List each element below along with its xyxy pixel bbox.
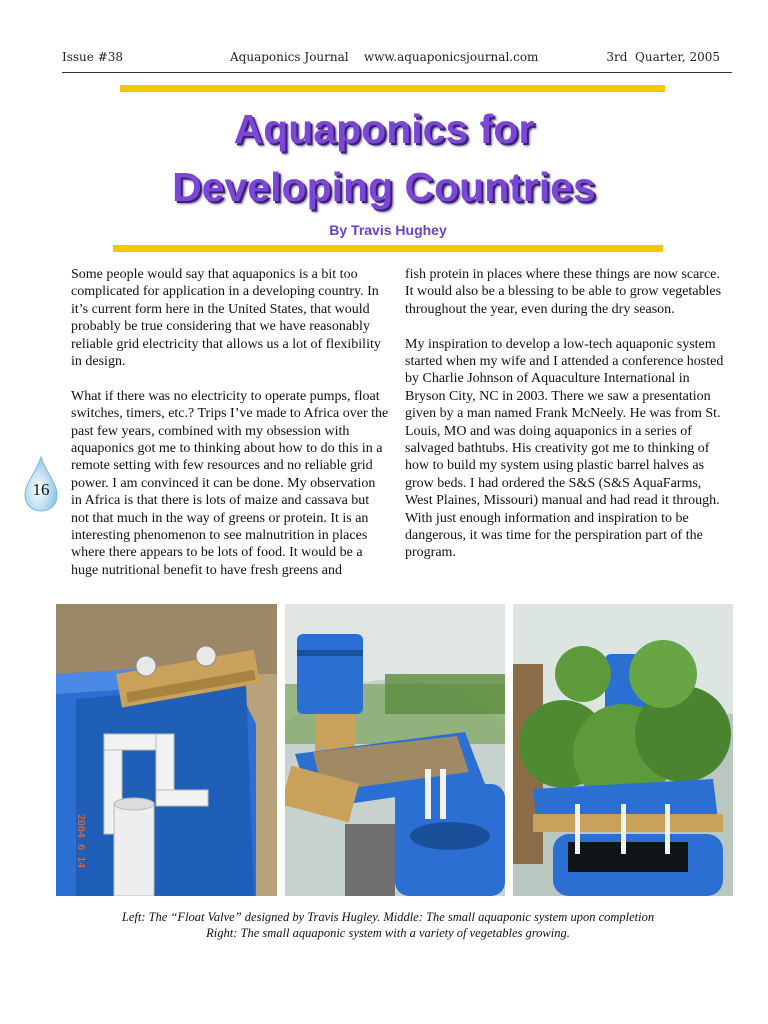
paragraph: fish protein in places where these things are now scarce. It would also be a blessing to be able to grow vegetables throughout the year, even during the dry season.	[405, 267, 722, 317]
paragraph: Some people would say that aquaponics is a bit too complicated for application in a developing country. In it’s current form here in the United States, that would probably be true considering that we have reasonably reliable grid electricity that allows us a lot of flexibility in design.	[71, 267, 381, 370]
figure-caption	[0, 909, 768, 941]
author-byline: By Travis Hughey	[329, 222, 447, 238]
column-left	[71, 266, 389, 597]
photo-completed-system	[285, 604, 505, 896]
running-header	[62, 50, 732, 73]
title-line-2: Developing Countries	[172, 164, 596, 210]
issue-number: Issue #38	[62, 50, 124, 64]
paragraph: What if there was no electricity to operate pumps, float switches, timers, etc.? Trips I’ve made to Africa over the past few years, combined with my obsession with aquaponics got me to thinking about how to do this in a remote setting with few resources and no reliable grid power. I am convinced it can be done. My observation in Africa is that there is lots of maize and cassava but not that much in the way of greens or protein. It is an interesting phenomenon to see malnutrition in places where there appears to be lots of food. It would be a huge nutritional benefit to have fresh greens and	[71, 388, 389, 578]
article-title	[0, 100, 768, 216]
photo-growing-vegetables	[513, 604, 733, 896]
page-number: 16	[32, 480, 50, 499]
issue-date: 3rd Quarter, 2005	[606, 50, 720, 64]
column-right	[405, 266, 727, 579]
paragraph: My inspiration to develop a low-tech aquaponic system started when my wife and I attended a conference hosted by Charlie Johnson of Aquaculture International in Bryson City, NC in 2003. There we saw a presentation given by a man named Frank McNeely. He was from St. Louis, MO and was doing aquaponics in a series of salvaged bathtubs. His creativity got me to thinking of how to build my system using plastic barrel halves as grow beds. I had ordered the S&S (S&S AquaFarms, West Plaines, Missouri) manual and had read it through. With just enough information and inspiration to be dangerous, it was time for the perspiration part of the program.	[405, 336, 724, 561]
photo-date-stamp: 2004 6 14	[75, 814, 86, 869]
caption-line-1: Left: The “Float Valve” designed by Travis Hugley. Middle: The small aquaponic system upon completion	[121, 910, 655, 924]
photo-float-valve	[56, 604, 277, 896]
caption-line-2: Right: The small aquaponic system with a variety of vegetables growing.	[206, 926, 570, 940]
yellow-rule-top	[120, 85, 665, 92]
title-line-1: Aquaponics for	[233, 106, 535, 152]
yellow-rule-bottom	[113, 245, 663, 252]
journal-name-url: Aquaponics Journal www.aquaponicsjournal.com	[230, 50, 539, 64]
